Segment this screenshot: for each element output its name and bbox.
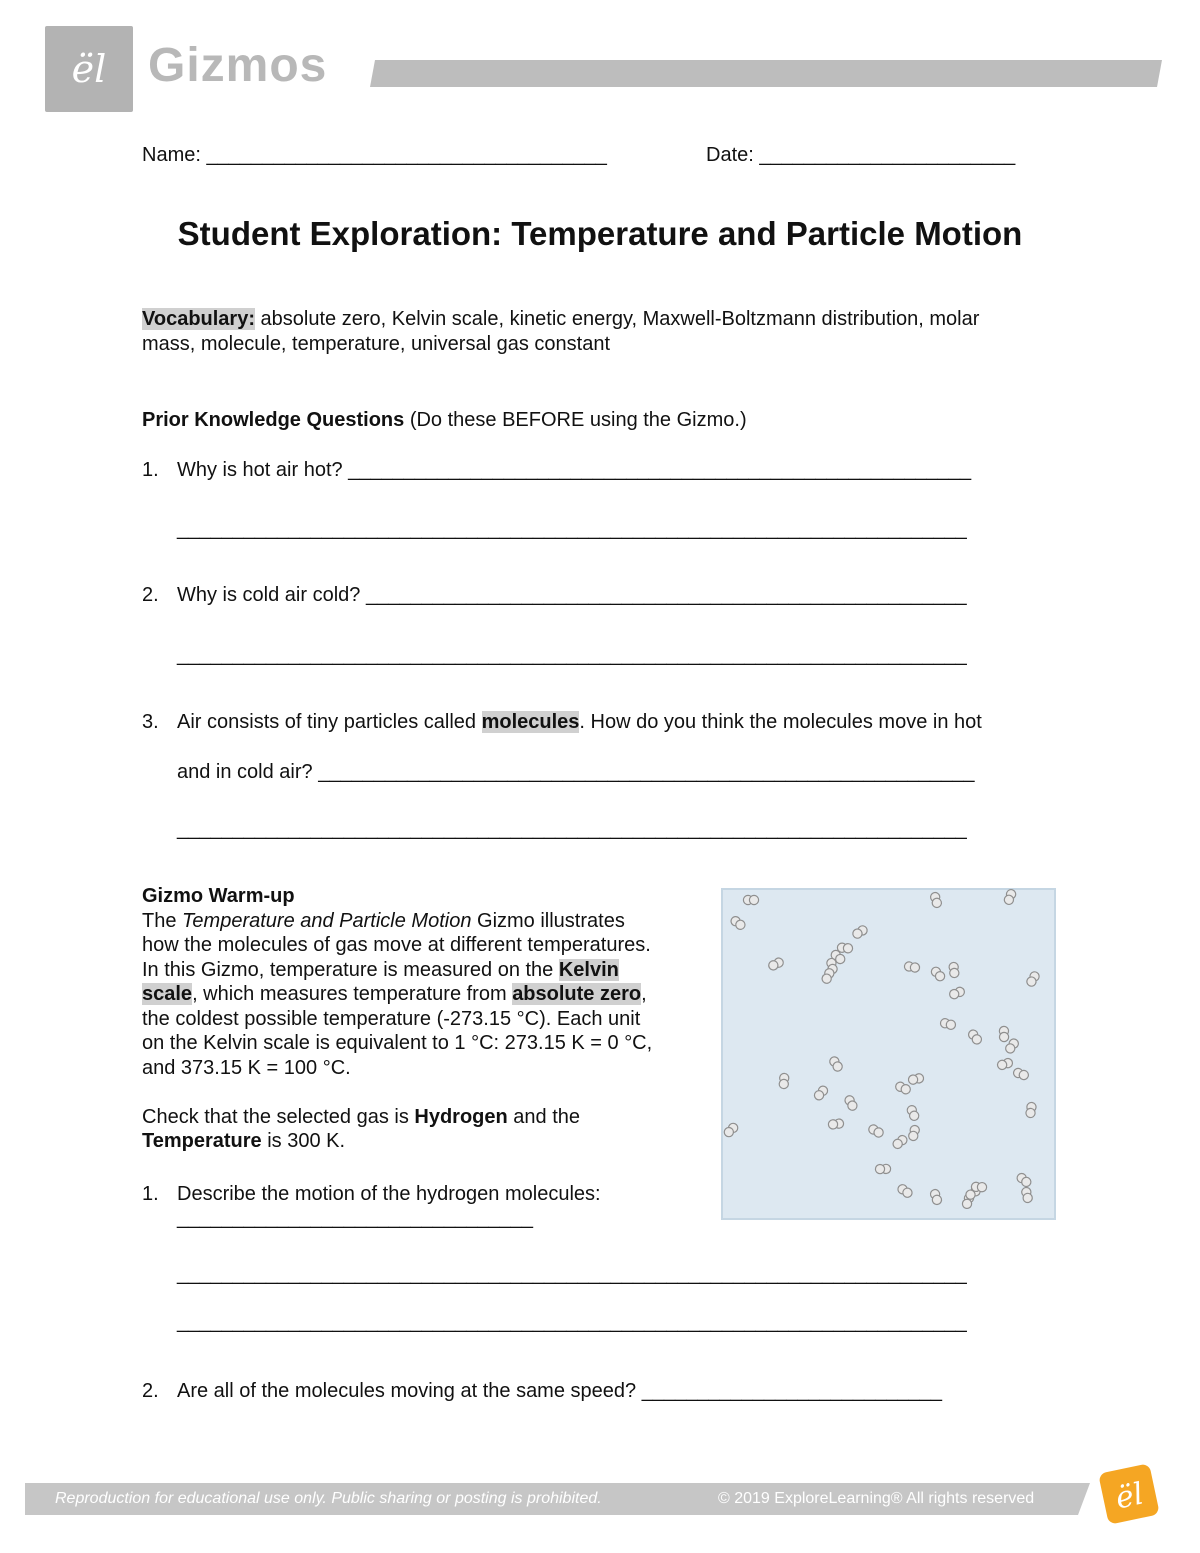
warmup-text: , which measures temperature from [192,983,513,1005]
el-logo-icon [59,44,119,94]
warmup-text: and the [507,1105,581,1128]
question-text: Air consists of tiny particles called [177,711,482,733]
vocabulary-section [142,307,1062,356]
warmup-answer-line-1a[interactable]: ________________________________ [177,1207,533,1229]
question-text[interactable]: Why is cold air cold? ______________________________________________________ [177,584,967,606]
question-number: 3. [142,711,159,733]
footer-copyright-notice: Reproduction for educational use only. Public sharing or posting is prohibited. [55,1490,602,1507]
date-field[interactable]: Date: _______________________ [706,144,1016,166]
pk-answer-line-2b[interactable]: _______________________________________________________________________ [177,644,967,666]
brand-title: Gizmos [148,39,328,92]
question-number: 2. [142,584,159,606]
warmup-question-1 [142,1183,601,1206]
vocab-highlight-molecules: molecules [481,711,580,733]
gizmo-simulation-image [721,888,1056,1220]
warmup-text: on the Kelvin scale is equivalent to 1 °C: 273.15 K = 0 °C, [142,1032,653,1054]
explorelearning-logo [45,26,133,112]
name-field[interactable]: Name: ____________________________________ [142,144,607,166]
pk-question-1 [142,459,971,482]
vocabulary-terms-line1: absolute zero, Kelvin scale, kinetic energy, Maxwell-Boltzmann distribution, molar [255,308,980,330]
pk-answer-line-1b[interactable]: _______________________________________________________________________ [177,518,967,540]
warmup-text: is 300 K. [261,1130,346,1152]
svg-text:ël: ël [1112,1476,1147,1517]
question-number: 1. [142,1183,159,1205]
question-text-cont: . How do you think the molecules move in hot [579,711,982,733]
warmup-heading: Gizmo Warm-up [142,885,295,907]
svg-text:ël: ël [71,47,107,91]
pk-answer-line-3b[interactable]: _______________________________________________________________________ [177,818,967,840]
warmup-text: The [142,909,183,932]
warmup-text: Gizmo illustrates [471,909,625,932]
warmup-text: how the molecules of gas move at different temperatures. [142,934,651,956]
warmup-text: In this Gizmo, temperature is measured on the [142,958,559,981]
question-text[interactable]: Are all of the molecules moving at the same speed? ___________________________ [177,1380,943,1402]
gizmo-name-italic: Temperature and Particle Motion [182,909,472,932]
warmup-section [142,884,712,1154]
question-number: 1. [142,459,159,481]
vocabulary-terms-line2: mass, molecule, temperature, universal gas constant [142,332,610,355]
warmup-answer-line-1c[interactable]: _______________________________________________________________________ [177,1311,967,1333]
pk-question-3 [142,711,982,734]
page-title: Student Exploration: Temperature and Particle Motion [177,215,1023,252]
warmup-question-2 [142,1380,942,1403]
vocab-highlight-absolute-zero: absolute zero [512,983,642,1005]
prior-knowledge-title: Prior Knowledge Questions [142,409,405,431]
pk-answer-line-3a[interactable]: and in cold air? ___________________________________________________________ [177,761,975,783]
warmup-answer-line-1b[interactable]: _______________________________________________________________________ [177,1263,967,1285]
warmup-text: and 373.15 K = 100 °C. [142,1056,351,1079]
warmup-text: , [641,983,647,1005]
vocabulary-label: Vocabulary: [142,308,255,330]
vocab-highlight-scale: scale [142,983,193,1005]
warmup-text: the coldest possible temperature (-273.15 °C). Each unit [142,1007,641,1030]
warmup-text: Check that the selected gas is [142,1105,415,1128]
footer-rights: © 2019 ExploreLearning® All rights reserved [718,1490,1035,1507]
temperature-label: Temperature [142,1130,262,1152]
pk-question-2 [142,584,967,607]
gas-hydrogen-label: Hydrogen [414,1105,508,1128]
prior-knowledge-heading [142,409,747,432]
question-text[interactable]: Why is hot air hot? ________________________________________________________ [177,459,972,481]
prior-knowledge-note: (Do these BEFORE using the Gizmo.) [404,409,747,431]
question-text: Describe the motion of the hydrogen molecules: [177,1183,601,1205]
header-bar [370,60,1162,87]
vocab-highlight-kelvin: Kelvin [558,958,619,981]
question-number: 2. [142,1380,159,1402]
el-badge-icon [1095,1460,1163,1528]
